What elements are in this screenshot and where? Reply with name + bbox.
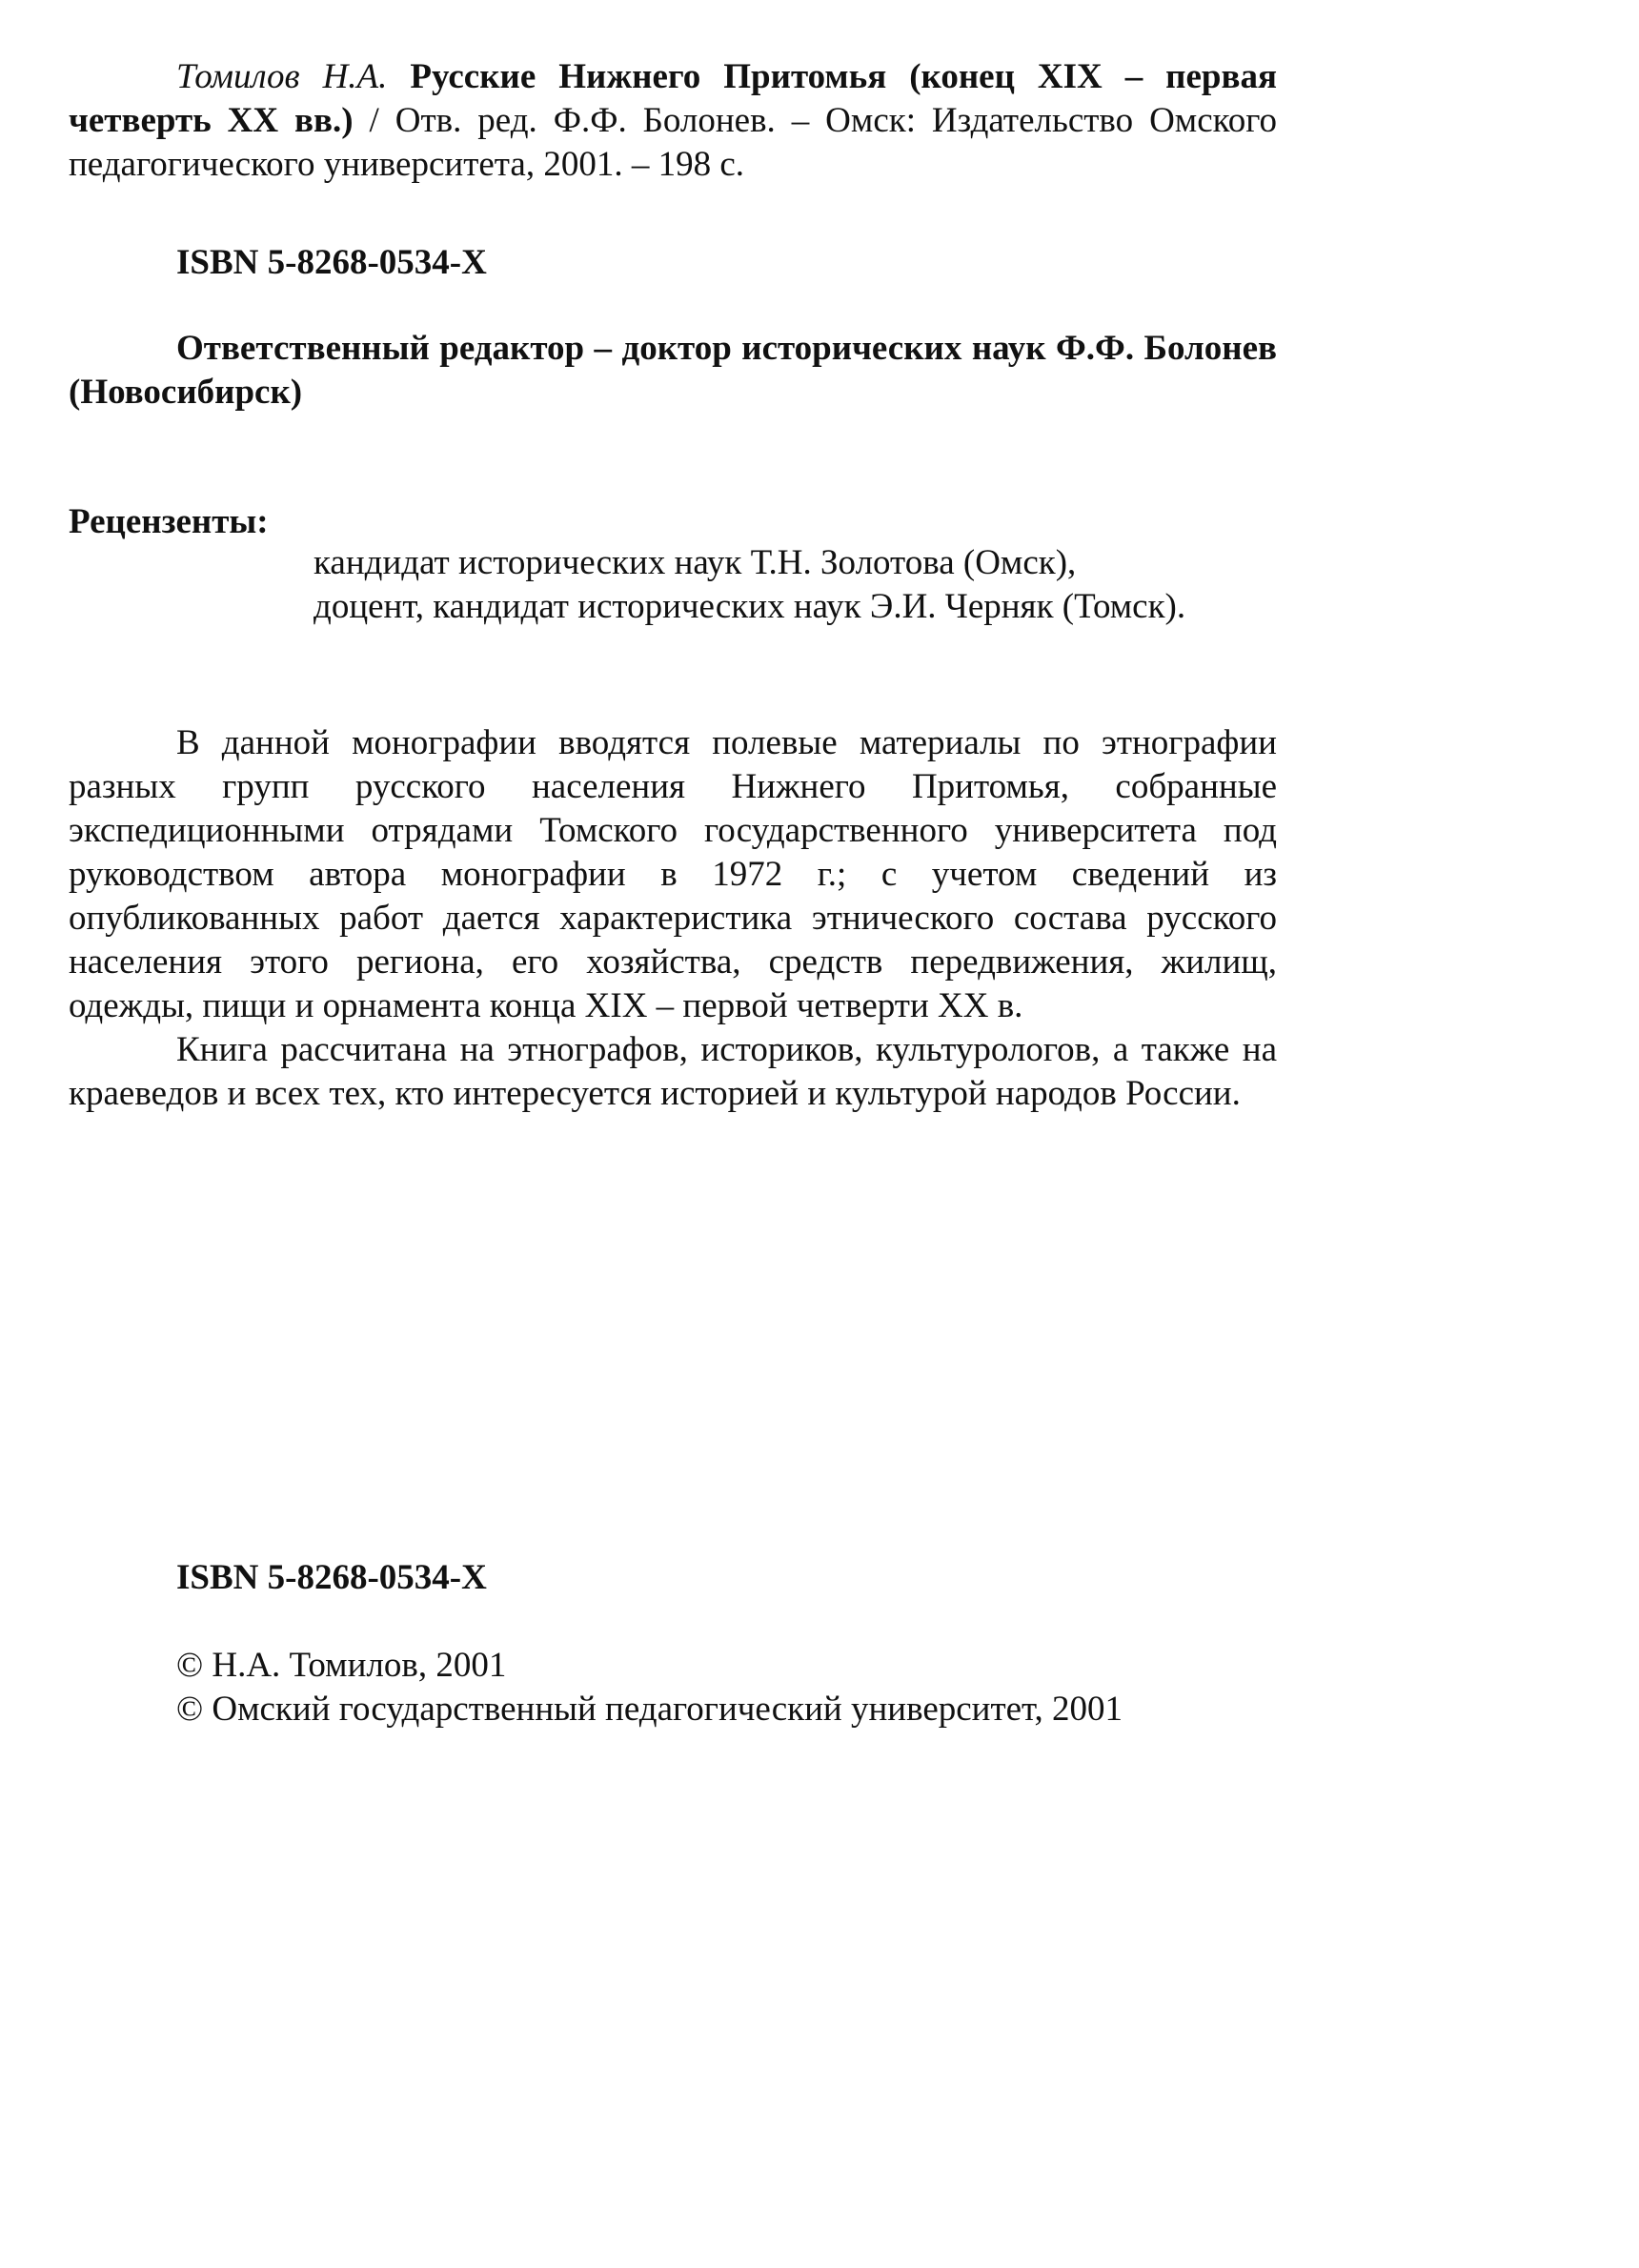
isbn-bottom: ISBN 5-8268-0534-X: [176, 1558, 487, 1597]
author-name: Томилов Н.А.: [176, 57, 388, 96]
copyright-university: © Омский государственный педагогический университет, 2001: [176, 1690, 1123, 1729]
responsible-editor: Ответственный редактор – доктор исторических наук Ф.Ф. Болонев (Новосибирск): [69, 329, 1277, 412]
imprint: / Отв. ред. Ф.Ф. Болонев. – Омск: Издательство Омского педагогического университета, 2001. – 198 с.: [69, 101, 1277, 184]
reviewer-item: доцент, кандидат исторических наук Э.И. Черняк (Томск).: [314, 587, 1186, 626]
copyright-block: [176, 1644, 1277, 1731]
abstract: [69, 721, 1277, 1116]
bibliographic-entry: [69, 55, 1277, 187]
reviewers-heading: Рецензенты:: [69, 502, 269, 541]
reviewer-item: кандидат исторических наук Т.Н. Золотова (Омск),: [314, 543, 1077, 582]
abstract-paragraph: Книга рассчитана на этнографов, историков, культурологов, а также на краеведов и всех тех, кто интересуется историей и культурой народов России.: [69, 1030, 1277, 1113]
abstract-paragraph: В данной монографии вводятся полевые материалы по этнографии разных групп русского населения Нижнего Притомья, собранные экспедиционными отрядами Томского государственного университета под руководством автора монографии в 1972 г.; с учетом сведений из опубликованных работ дается характеристика этнического состава русского населения этого региона, его хозяйства, средств передвижения, жилищ, одежды, пищи и орнамента конца XIX – первой четверти XX в.: [69, 723, 1277, 1025]
isbn-top: ISBN 5-8268-0534-X: [176, 243, 487, 282]
copyright-author: © Н.А. Томилов, 2001: [176, 1646, 507, 1685]
book-title: Русские Нижнего Притомья (конец XIX – первая четверть XX вв.): [69, 57, 1277, 140]
reviewers-list: [314, 541, 1277, 629]
